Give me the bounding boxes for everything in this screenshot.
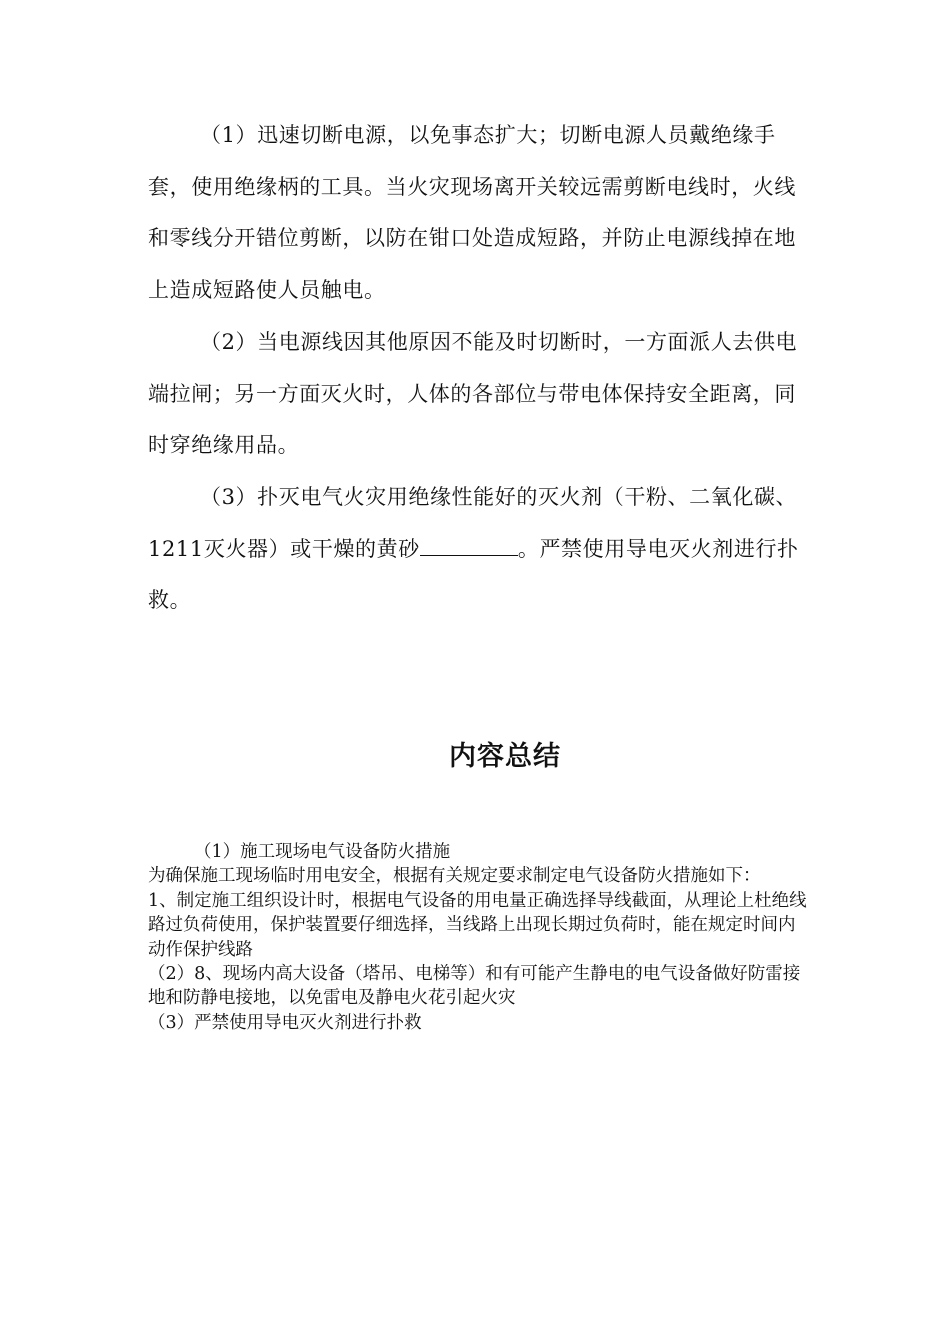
paragraph-2: （2）当电源线因其他原因不能及时切断时，一方面派人去供电端拉闸；另一方面灭火时，人体的各部位与带电体保持安全距离，同时穿绝缘用品。 (148, 330, 798, 457)
summary-line: （1）施工现场电气设备防火措施 (194, 842, 451, 862)
summary-title: 内容总结 (449, 741, 561, 772)
summary-line: 为确保施工现场临时用电安全，根据有关规定要求制定电气设备防火措施如下： (148, 866, 761, 887)
paragraph-3 (148, 472, 808, 627)
summary-line: （3）严禁使用导电灭火剂进行扑救 (148, 1012, 422, 1033)
summary-line: 1、制定施工组织设计时，根据电气设备的用电量正确选择导线截面，从理论上杜绝线路过负荷使用，保护装置要仔细选择，当线路上出现长期过负荷时，能在规定时间内动作保护线路 (148, 890, 807, 960)
summary-block (148, 840, 808, 1035)
summary-line: （2）8、现场内高大设备（塔吊、电梯等）和有可能产生静电的电气设备做好防雷接地和防静电接地，以免雷电及静电火花引起火灾 (148, 964, 801, 1009)
paragraph-3-text-after: 。严禁使用导电灭火剂进行扑救。 (148, 536, 799, 612)
fill-in-blank (420, 535, 518, 556)
paragraph-3-text-before: （3）扑灭电气火灾用绝缘性能好的灭火剂（干粉、二氧化碳、1211灭火器）或干燥的黄砂 (148, 485, 798, 561)
paragraph-1: （1）迅速切断电源，以免事态扩大；切断电源人员戴绝缘手套，使用绝缘柄的工具。当火灾现场离开关较远需剪断电线时，火线和零线分开错位剪断，以防在钳口处造成短路，并防止电源线掉在地上造成短路使人员触电。 (148, 123, 796, 302)
